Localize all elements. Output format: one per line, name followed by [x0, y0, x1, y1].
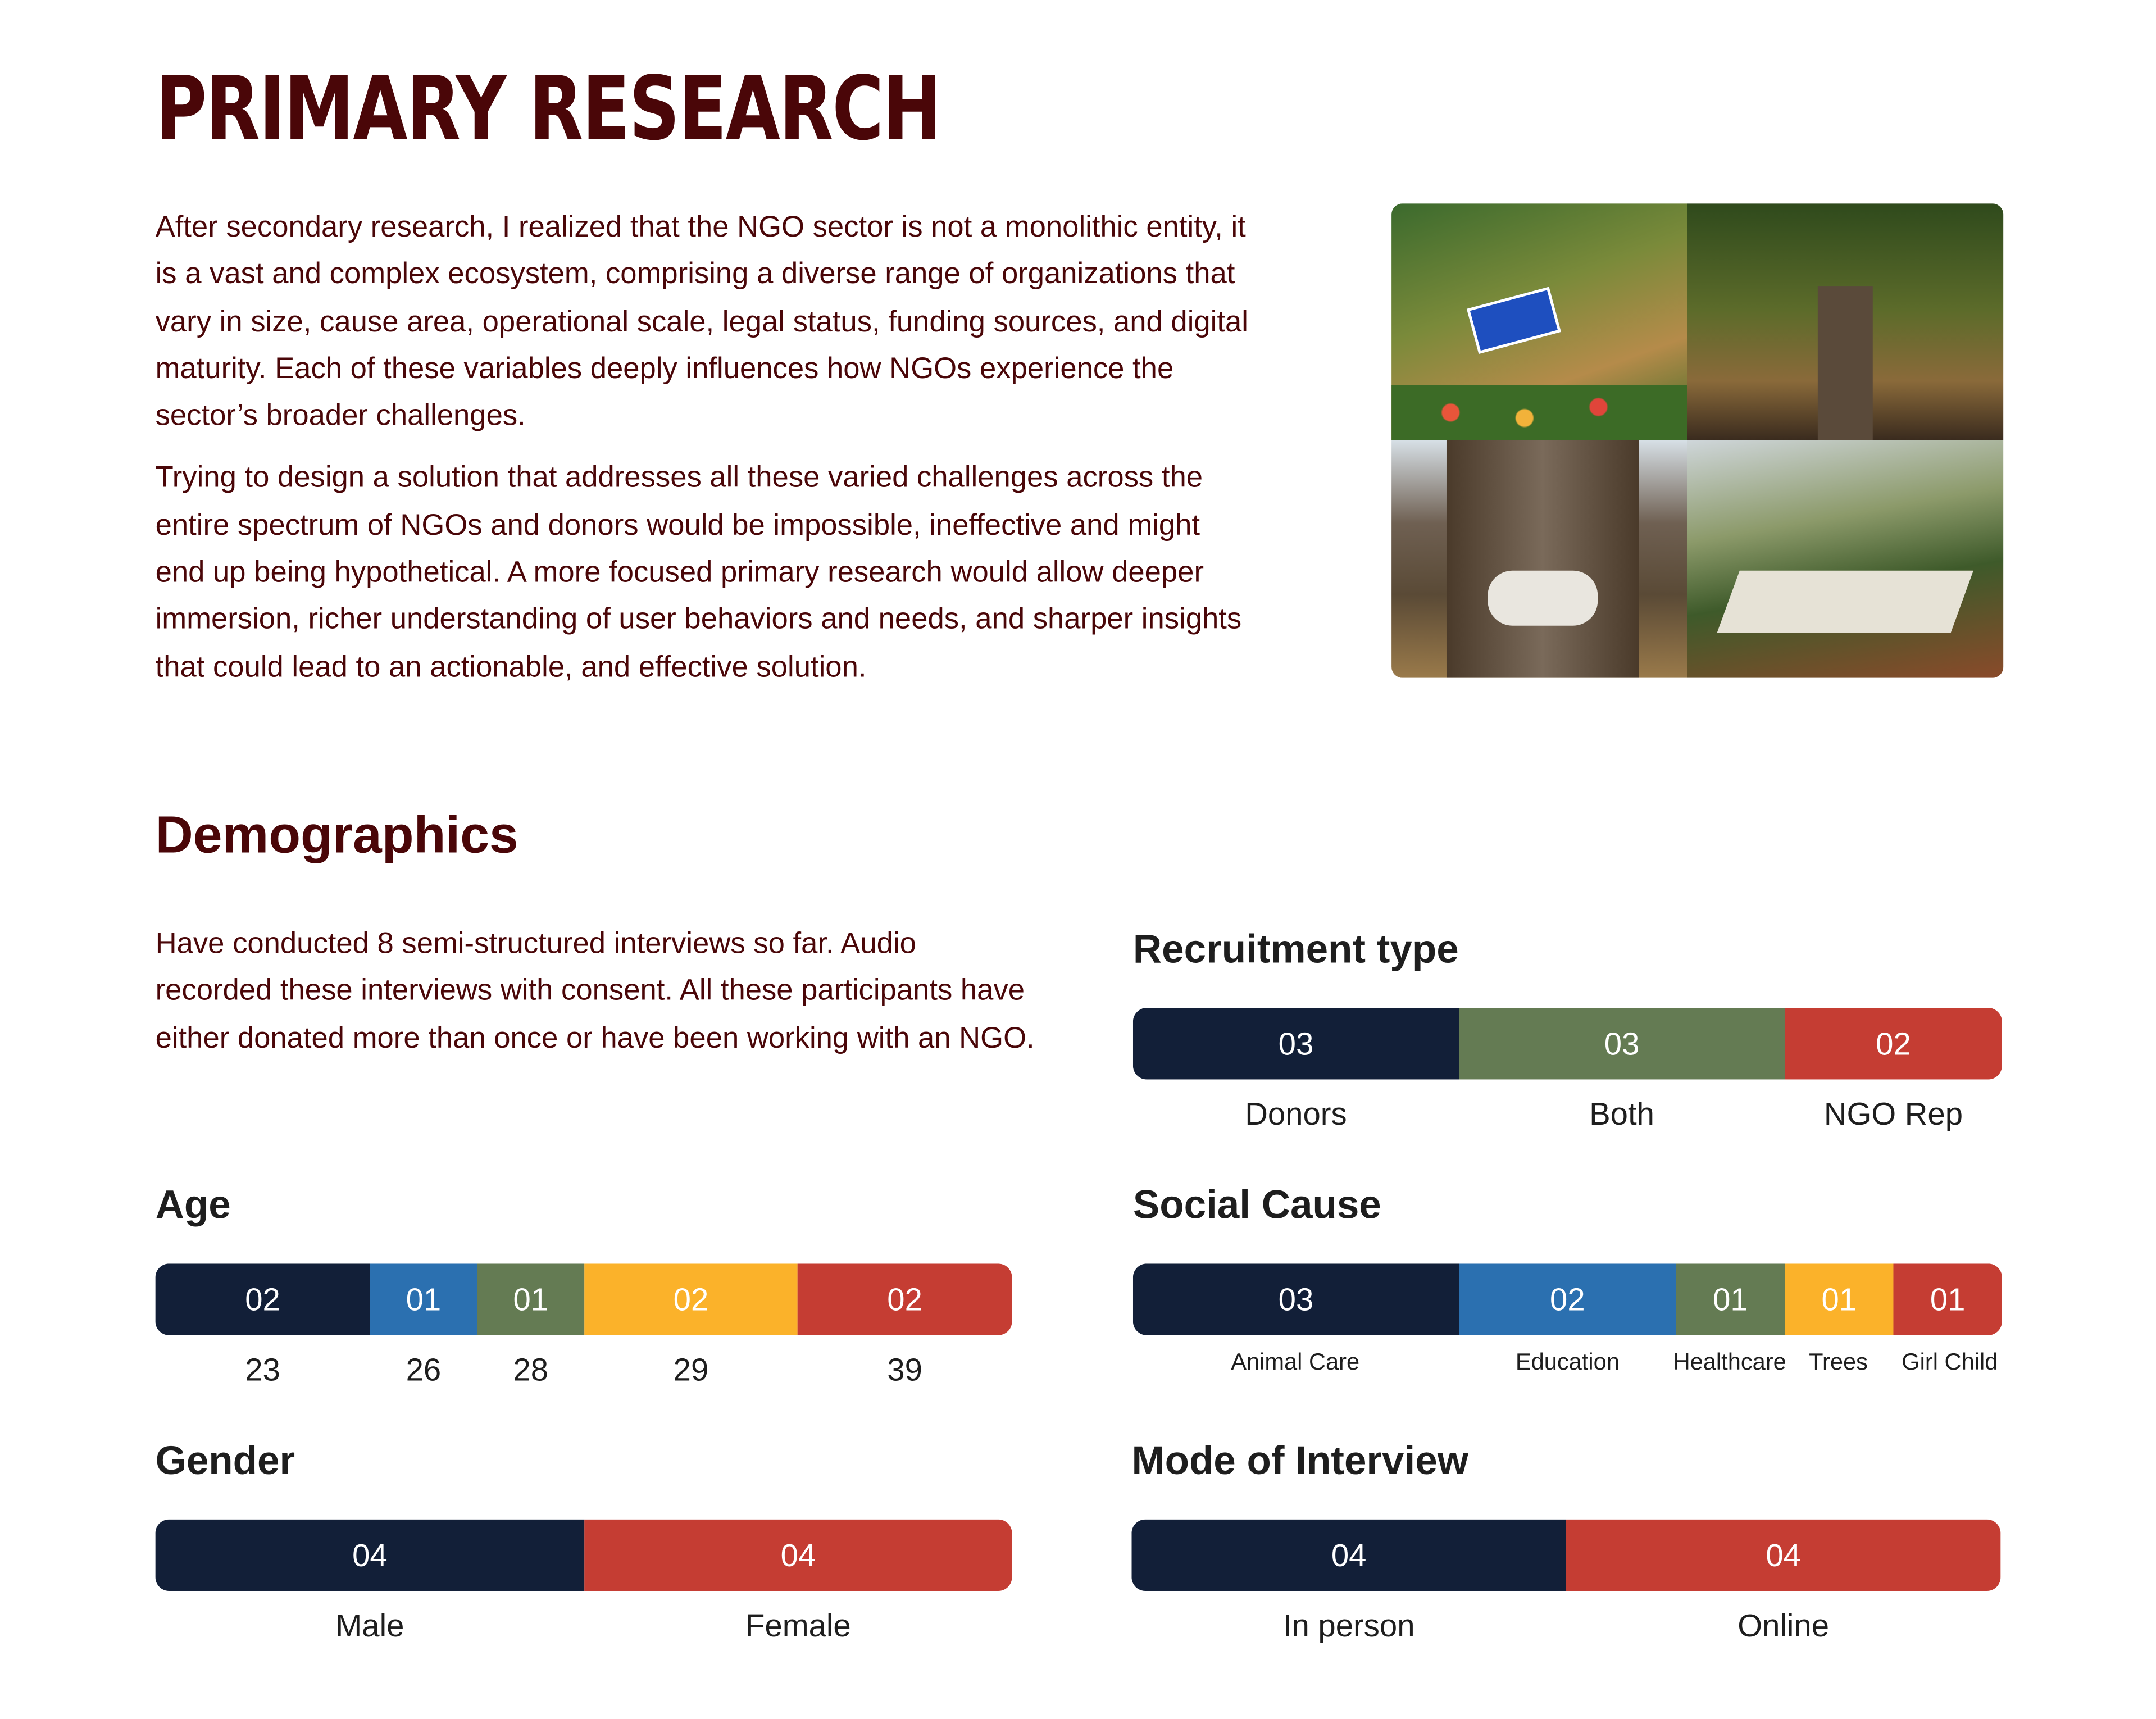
blue-sign-shape — [1467, 286, 1561, 354]
stacked-bar — [156, 1520, 1012, 1591]
bar-segment: 03 — [1133, 1263, 1459, 1335]
bar-segment: 02 — [798, 1263, 1012, 1335]
category-label: 39 — [887, 1352, 922, 1388]
category-label: Girl Child — [1902, 1349, 1998, 1375]
photo-banyan-tree-fair — [1687, 203, 2003, 440]
chart-title: Gender — [155, 1439, 295, 1484]
chart-title: Social Cause — [1132, 1184, 1381, 1228]
category-label: 23 — [245, 1352, 280, 1388]
stacked-bar — [1131, 1520, 2000, 1591]
bar-segment: 04 — [1131, 1520, 1566, 1591]
photo-goats-under-tree — [1391, 440, 1687, 677]
intro-paragraph-1: After secondary research, I realized that the NGO sector is not a monolithic entity, it is a vast and complex ecosystem, comprising a diverse range of organizations that vary in size, cause area, operational scale, legal status, funding sources, and digital maturity. Each of these variables deeply influences how NGOs experience the sector’s broader challenges. — [155, 210, 1248, 433]
stacked-bar — [156, 1263, 1012, 1335]
bar-segment: 03 — [1133, 1008, 1459, 1079]
bar-segment: 01 — [477, 1263, 584, 1335]
category-label: 29 — [673, 1352, 709, 1388]
bar-segment: 02 — [156, 1263, 370, 1335]
intro-paragraph-2: Trying to design a solution that addresses all these varied challenges across the entire spectrum of NGOs and donors would be impossible, ineffective and might end up being hypothetical. A more focused primary research would allow deeper immersion, richer understanding of user behaviors and needs, and sharper insights that could lead to an actionable, and effective solution. — [155, 461, 1242, 683]
category-label: NGO Rep — [1823, 1095, 1963, 1132]
stacked-bar — [1133, 1008, 2002, 1079]
photo-sewage-treatment-exhibit — [1391, 203, 1687, 440]
chart-title: Recruitment type — [1132, 928, 1459, 972]
stacked-bar — [1133, 1263, 2002, 1335]
category-label: 26 — [406, 1352, 442, 1388]
chart-title: Mode of Interview — [1131, 1439, 1468, 1484]
intro-text — [156, 203, 1256, 705]
page-title: PRIMARY RESEARCH — [155, 59, 941, 161]
bar-segment: 01 — [1676, 1263, 1785, 1335]
demographics-heading: Demographics — [155, 807, 518, 865]
bar-segment: 01 — [1893, 1263, 2002, 1335]
bar-segment: 02 — [584, 1263, 797, 1335]
category-labels — [0, 1342, 2156, 1383]
bar-segment: 01 — [1785, 1263, 1893, 1335]
bar-segment: 04 — [1566, 1520, 2000, 1591]
demographics-text: Have conducted 8 semi-structured interviews so far. Audio recorded these interviews with consent. All these participants have either donated more than once or have been working with an NGO. — [155, 926, 1035, 1054]
bar-segment: 04 — [584, 1520, 1012, 1591]
category-label: Both — [1589, 1095, 1654, 1132]
category-label: Male — [335, 1607, 404, 1644]
category-label: Trees — [1809, 1349, 1868, 1375]
photo-collage — [1391, 203, 2003, 677]
bar-segment: 01 — [370, 1263, 477, 1335]
photo-plant-exhibition — [1687, 440, 2003, 677]
category-label: Education — [1515, 1349, 1620, 1375]
goat-shape — [1488, 571, 1598, 626]
category-label: 28 — [513, 1352, 549, 1388]
category-label: Healthcare — [1673, 1349, 1786, 1375]
bar-segment: 03 — [1459, 1008, 1785, 1079]
bar-segment: 02 — [1459, 1263, 1676, 1335]
bar-segment: 04 — [156, 1520, 585, 1591]
display-table-shape — [1717, 571, 1973, 633]
category-labels — [0, 1093, 2156, 1134]
chart-title: Age — [155, 1184, 231, 1228]
bar-segment: 02 — [1785, 1008, 2002, 1079]
category-label: Online — [1737, 1607, 1830, 1644]
category-label: Animal Care — [1231, 1349, 1360, 1375]
flower-bed-shape — [1391, 385, 1687, 440]
category-label: Female — [745, 1607, 851, 1644]
tree-trunk-shape — [1818, 286, 1873, 440]
category-label: In person — [1282, 1607, 1415, 1644]
category-labels — [0, 1604, 2156, 1645]
category-label: Donors — [1245, 1095, 1347, 1132]
tree-trunk-shape — [1447, 440, 1639, 677]
